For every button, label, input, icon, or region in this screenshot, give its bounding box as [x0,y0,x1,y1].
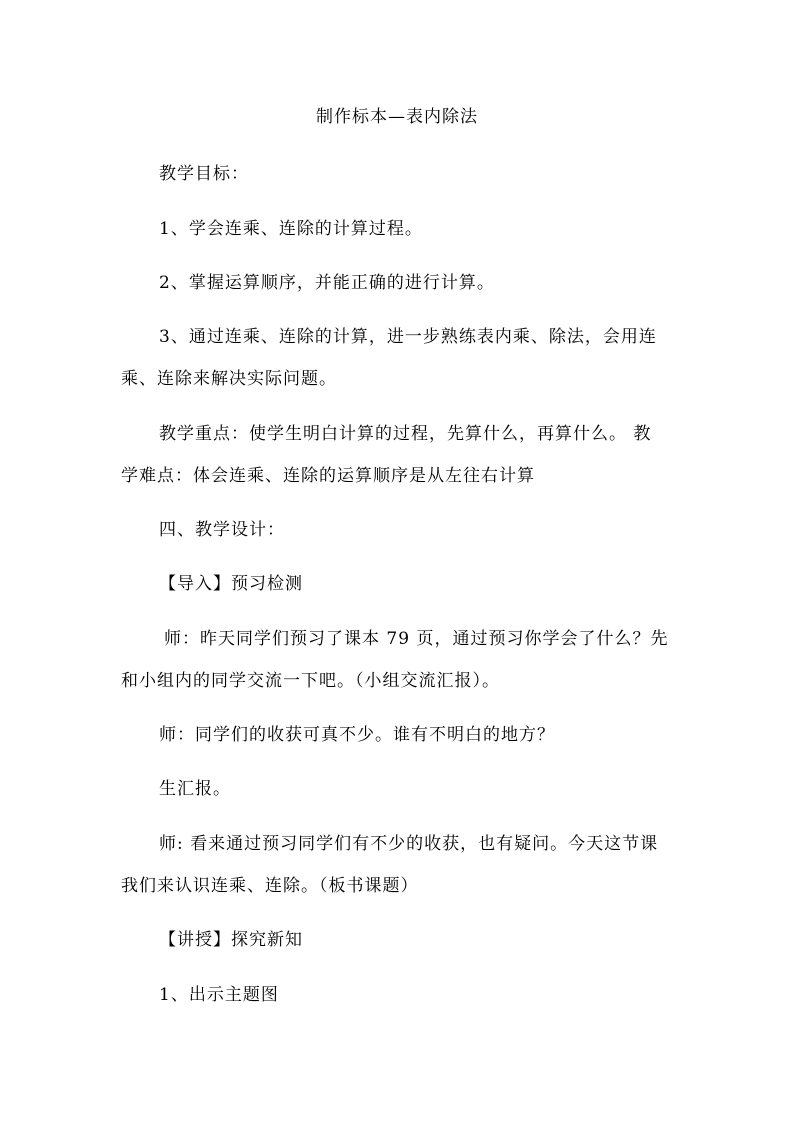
paragraph-key-points-line-1: 教学重点：使学生明白计算的过程，先算什么，再算什么。 教 [159,424,652,444]
paragraph-design-heading: 四、教学设计： [159,520,285,540]
paragraph-student-report: 生汇报。 [159,779,231,799]
paragraph-teacher-1-line-2: 和小组内的同学交流一下吧。（小组交流汇报）。 [121,671,500,691]
paragraph-teacher-3-line-1: 师: 看来通过预习同学们有不少的收获，也有疑问。今天这节课 [159,834,659,854]
paragraph-teacher-2: 师：同学们的收获可真不少。谁有不明白的地方？ [159,725,555,745]
paragraph-show-image: 1、出示主题图 [159,985,279,1005]
paragraph-goal-3-line-2: 乘、连除来解决实际问题。 [121,369,337,389]
paragraph-teacher-1-line-1: 师：昨天同学们预习了课本 79 页，通过预习你学会了什么？先 [164,629,669,649]
paragraph-goals-heading: 教学目标： [159,164,249,184]
paragraph-lecture-heading: 【讲授】探究新知 [159,930,303,950]
paragraph-intro-heading: 【导入】预习检测 [159,574,303,594]
paragraph-key-points-line-2: 学难点：体会连乘、连除的运算顺序是从左往右计算 [121,466,535,486]
paragraph-teacher-3-line-2: 我们来认识连乘、连除。（板书课题） [121,876,419,896]
paragraph-goal-2: 2、掌握运算顺序，并能正确的进行计算。 [159,273,495,293]
paragraph-goal-3-line-1: 3、通过连乘、连除的计算，进一步熟练表内乘、除法，会用连 [159,327,657,347]
paragraph-goal-1: 1、学会连乘、连除的计算过程。 [159,219,423,239]
document-title: 制作标本—表内除法 [316,107,478,127]
